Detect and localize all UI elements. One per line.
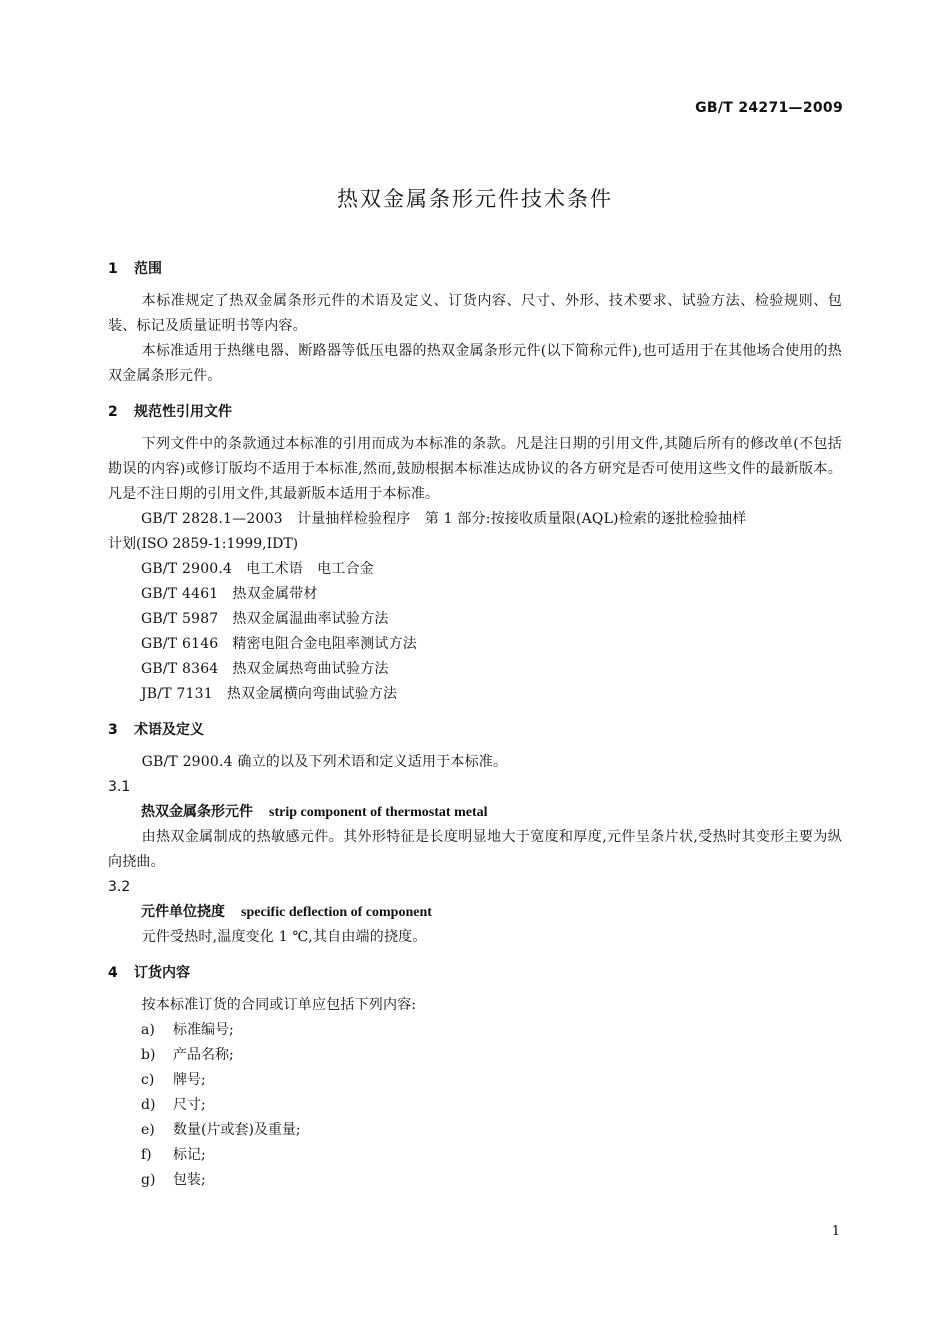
section-number: 4 [108,965,118,981]
list-item [108,1143,842,1168]
reference-item [108,607,842,632]
document-body [108,257,842,1193]
list-text: 包装; [173,1172,206,1188]
section-number: 3 [108,722,118,738]
term-english: specific deflection of component [241,905,432,920]
reference-item [108,682,842,707]
reference-code: GB/T 4461 [141,586,219,602]
section-1-heading [108,257,842,282]
list-item [108,1168,842,1193]
reference-item-continuation: 计划(ISO 2859-1:1999,IDT) [108,536,299,552]
paragraph: 本标准规定了热双金属条形元件的术语及定义、订货内容、尺寸、外形、技术要求、试验方法、检验规则、包装、标记及质量证明书等内容。 [108,293,842,334]
reference-name: 热双金属温曲率试验方法 [232,611,389,627]
reference-name: 热双金属横向弯曲试验方法 [226,686,398,702]
section-2-heading [108,400,842,425]
term-chinese: 元件单位挠度 [141,904,225,920]
list-marker: f) [141,1147,152,1163]
section-title: 规范性引用文件 [134,404,232,420]
section-3-heading [108,718,842,743]
list-text: 牌号; [173,1072,206,1088]
reference-code: GB/T 6146 [141,636,219,652]
list-text: 标准编号; [173,1022,234,1038]
reference-name: 热双金属热弯曲试验方法 [232,661,389,677]
reference-item [108,557,842,582]
list-text: 产品名称; [173,1047,234,1063]
reference-code: GB/T 5987 [141,611,219,627]
reference-name: 精密电阻合金电阻率测试方法 [232,636,418,652]
term-number: 3.1 [108,779,131,795]
term-entry [108,900,842,925]
term-definition: 由热双金属制成的热敏感元件。其外形特征是长度明显地大于宽度和厚度,元件呈条片状,受热时其变形主要为纵向挠曲。 [108,829,842,870]
section-title: 范围 [134,261,162,277]
section-title: 订货内容 [134,965,190,981]
term-number: 3.2 [108,879,131,895]
reference-item [108,582,842,607]
term-english: strip component of thermostat metal [269,805,488,820]
standard-number: GB/T 24271—2009 [695,100,843,116]
list-marker: d) [141,1097,156,1113]
paragraph: 下列文件中的条款通过本标准的引用而成为本标准的条款。凡是注日期的引用文件,其随后所有的修改单(不包括勘误的内容)或修订版均不适用于本标准,然而,鼓励根据本标准达成协议的各方研究是否可使用这些文件的最新版本。凡是不注日期的引用文件,其最新版本适用于本标准。 [108,436,842,502]
reference-code: GB/T 2900.4 [141,561,233,577]
term-definition: 元件受热时,温度变化 1 ℃,其自由端的挠度。 [141,929,427,945]
reference-name: 电工术语 电工合金 [246,561,374,577]
reference-item [108,632,842,657]
list-item [108,1018,842,1043]
reference-code: JB/T 7131 [141,686,213,702]
list-text: 数量(片或套)及重量; [173,1122,301,1138]
list-text: 尺寸; [173,1097,206,1113]
list-item [108,1093,842,1118]
section-number: 1 [108,261,118,277]
list-marker: g) [141,1172,156,1188]
paragraph: 本标准适用于热继电器、断路器等低压电器的热双金属条形元件(以下简称元件),也可适用于在其他场合使用的热双金属条形元件。 [108,343,842,384]
list-marker: a) [141,1022,155,1038]
list-text: 标记; [173,1147,206,1163]
section-4-heading [108,961,842,986]
term-entry [108,800,842,825]
term-chinese: 热双金属条形元件 [141,804,253,820]
list-marker: e) [141,1122,155,1138]
document-title: 热双金属条形元件技术条件 [337,187,613,211]
section-number: 2 [108,404,118,420]
section-title: 术语及定义 [134,722,204,738]
page-number: 1 [831,1224,840,1239]
paragraph: GB/T 2900.4 确立的以及下列术语和定义适用于本标准。 [141,754,508,770]
paragraph: 按本标准订货的合同或订单应包括下列内容: [141,997,417,1013]
reference-item: GB/T 2828.1—2003 计量抽样检验程序 第 1 部分:按接收质量限(AQL)检索的逐批检验抽样 [141,511,747,527]
list-marker: c) [141,1072,155,1088]
reference-name: 热双金属带材 [232,586,318,602]
reference-item [108,657,842,682]
list-item [108,1043,842,1068]
list-item [108,1068,842,1093]
list-marker: b) [141,1047,156,1063]
reference-code: GB/T 8364 [141,661,219,677]
list-item [108,1118,842,1143]
